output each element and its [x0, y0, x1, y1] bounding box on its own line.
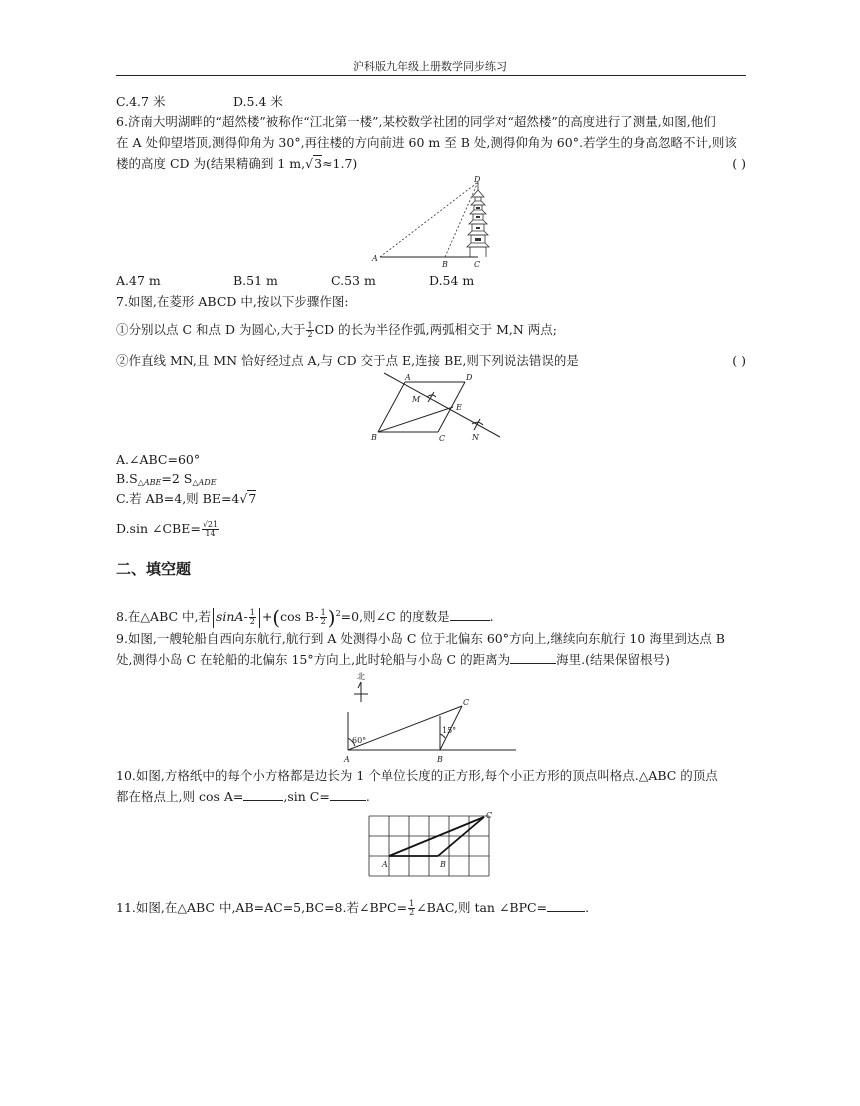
q9-ship-figure — [340, 668, 520, 766]
q8-frac1-den: 2 — [249, 617, 255, 626]
q11-line — [116, 900, 589, 917]
q7-optd-num: √21 — [202, 520, 219, 529]
q7-option-c: C.若 AB=4,则 BE=4√7 — [116, 491, 257, 506]
q7-fraction — [306, 322, 313, 339]
q7-step1-end: CD 的长为半径作弧,两弧相交于 M,N 两点; — [314, 322, 557, 337]
q6-label-a: A — [372, 254, 378, 263]
q9-angle-60: 60° — [352, 736, 367, 745]
q7-option-d — [116, 521, 220, 538]
q7-step1 — [116, 322, 557, 339]
q8-text: 8.在△ABC 中,若 — [116, 609, 211, 624]
q10-label-a: A — [382, 860, 388, 869]
q9-label-a: A — [344, 755, 350, 764]
q6-line3-text: 楼的高度 CD 为(结果精确到 1 m, — [116, 156, 306, 171]
q10-line2-text: 都在格点上,则 cos A= — [116, 789, 244, 804]
q6-label-b: B — [442, 260, 448, 269]
q8-abs-right — [259, 608, 260, 628]
q6-answer-paren: ( ) — [732, 156, 746, 171]
q6-label-c: C — [474, 260, 481, 269]
q8-line: 8.在△ABC 中,若 sinA- $\frac{1}{2}$ +(cos B- $\frac{1}{2}$ )$^2$=0,则∠C 的度数是 . — [116, 605, 494, 630]
q7-option-a: A.∠ABC=60° — [116, 452, 201, 467]
q7-line1: 7.如图,在菱形 ABCD 中,按以下步骤作图: — [116, 294, 349, 309]
q5-option-c: C.4.7 米 — [116, 94, 166, 109]
section-title: 二、填空题 — [116, 560, 192, 578]
q8-text2: =0,则∠C 的度数是 — [340, 609, 450, 624]
q9-answer-blank — [510, 663, 556, 664]
q10-sin-blank — [330, 800, 366, 801]
q7-optb-sub1: △ABE — [137, 478, 162, 487]
q8-frac2-den: 2 — [320, 617, 326, 626]
q9-label-c: C — [463, 698, 470, 707]
q9-north-label: 北 — [357, 672, 365, 681]
header-rule — [116, 75, 746, 76]
q11-fraction — [408, 900, 415, 917]
q7-optb-sub2: △ADE — [192, 478, 217, 487]
q7-rhombus-figure — [370, 370, 505, 450]
q7-label-n: N — [472, 433, 479, 442]
q9-line1: 9.如图,一艘轮船自西向东航行,航行到 A 处测得小岛 C 位于北偏东 60°方向上,继续向东航行 10 海里到达点 B — [116, 631, 725, 646]
q7-option-b — [116, 471, 217, 491]
q7-optd-fraction — [202, 521, 219, 538]
q7-label-c: C — [439, 434, 446, 443]
q7-step1-text: ①分别以点 C 和点 D 为圆心,大于 — [116, 322, 306, 337]
q7-frac-den: 2 — [307, 330, 313, 339]
q8-answer-blank — [450, 620, 490, 621]
q7-answer-paren: ( ) — [732, 353, 746, 368]
q8-cos: cos B- — [280, 609, 319, 624]
q6-option-b: B.51 m — [233, 273, 278, 288]
q9-label-b: B — [437, 755, 443, 764]
q7-label-e: E — [456, 403, 462, 412]
q7-step2: ②作直线 MN,且 MN 恰好经过点 A,与 CD 交于点 E,连接 BE,则下列说法错误的是 — [116, 353, 579, 368]
q7-optd-den: 14 — [205, 529, 216, 538]
q7-optd-text: D.sin ∠CBE= — [116, 521, 201, 536]
q7-optc-sqrt: 7 — [248, 491, 257, 506]
q10-period: . — [365, 789, 370, 804]
q10-label-b: B — [440, 860, 446, 869]
q6-line3: 楼的高度 CD 为(结果精确到 1 m,√3≈1.7) — [116, 156, 358, 171]
q11-text: 11.如图,在△ABC 中,AB=AC=5,BC=8.若∠BPC= — [116, 900, 408, 915]
q7-label-m: M — [412, 395, 421, 404]
q10-line2 — [116, 789, 370, 805]
q8-plus: + — [261, 609, 273, 624]
q8-frac2-num: 1 — [320, 608, 326, 617]
q7-optc-text: C.若 AB=4,则 BE=4 — [116, 491, 240, 506]
q6-line3-end: ≈1.7) — [322, 156, 358, 171]
q11-frac-num: 1 — [409, 899, 415, 908]
q6-label-d: D — [474, 175, 481, 184]
q8-frac1-num: 1 — [249, 608, 255, 617]
q8-sin: sinA- — [216, 609, 248, 624]
q9-line2-end: 海里.(结果保留根号) — [556, 652, 670, 667]
q7-optb-s1: B.S — [116, 471, 138, 486]
q8-frac1 — [249, 609, 256, 626]
q6-option-a: A.47 m — [116, 273, 161, 288]
q10-line2-mid: ,sin C= — [283, 789, 330, 804]
q7-optb-s2: =2 S — [161, 471, 193, 486]
q10-cos-blank — [243, 800, 283, 801]
q8-period: . — [489, 609, 494, 624]
q8-square: 2 — [335, 609, 341, 618]
q7-label-d: D — [466, 373, 473, 382]
q6-option-d: D.54 m — [429, 273, 475, 288]
q7-label-b: B — [371, 433, 377, 442]
q6-sqrt-3: 3 — [314, 156, 323, 171]
page-header: 沪科版九年级上册数学同步练习 — [353, 60, 507, 73]
q7-frac-num: 1 — [307, 321, 313, 330]
q11-frac-den: 2 — [409, 908, 415, 917]
q9-line2 — [116, 652, 670, 668]
q6-tower-figure — [370, 175, 510, 270]
q10-line1: 10.如图,方格纸中的每个小方格都是边长为 1 个单位长度的正方形,每个小正方形的顶点叫格点.△ABC 的顶点 — [116, 768, 718, 783]
q6-line2: 在 A 处仰望塔顶,测得仰角为 30°,再往楼的方向前进 60 m 至 B 处,测得仰角为 60°.若学生的身高忽略不计,则该 — [116, 135, 737, 150]
q11-period: . — [585, 900, 590, 915]
q6-line1: 6.济南大明湖畔的“超然楼”被称作“江北第一楼”,某校数学社团的同学对“超然楼”的高度进行了测量,如图,他们 — [116, 114, 716, 129]
q11-answer-blank — [547, 911, 585, 912]
q8-frac2 — [320, 609, 327, 626]
q5-option-d: D.5.4 米 — [233, 94, 283, 109]
q6-option-c: C.53 m — [331, 273, 376, 288]
q10-grid-figure — [366, 812, 496, 882]
q10-label-c: C — [486, 811, 493, 820]
q7-label-a: A — [405, 373, 411, 382]
q9-angle-15: 15° — [442, 726, 457, 735]
q9-line2-text: 处,测得小岛 C 在轮船的北偏东 15°方向上,此时轮船与小岛 C 的距离为 — [116, 652, 511, 667]
q8-abs-left — [213, 608, 214, 628]
q11-text2: ∠BAC,则 tan ∠BPC= — [416, 900, 548, 915]
